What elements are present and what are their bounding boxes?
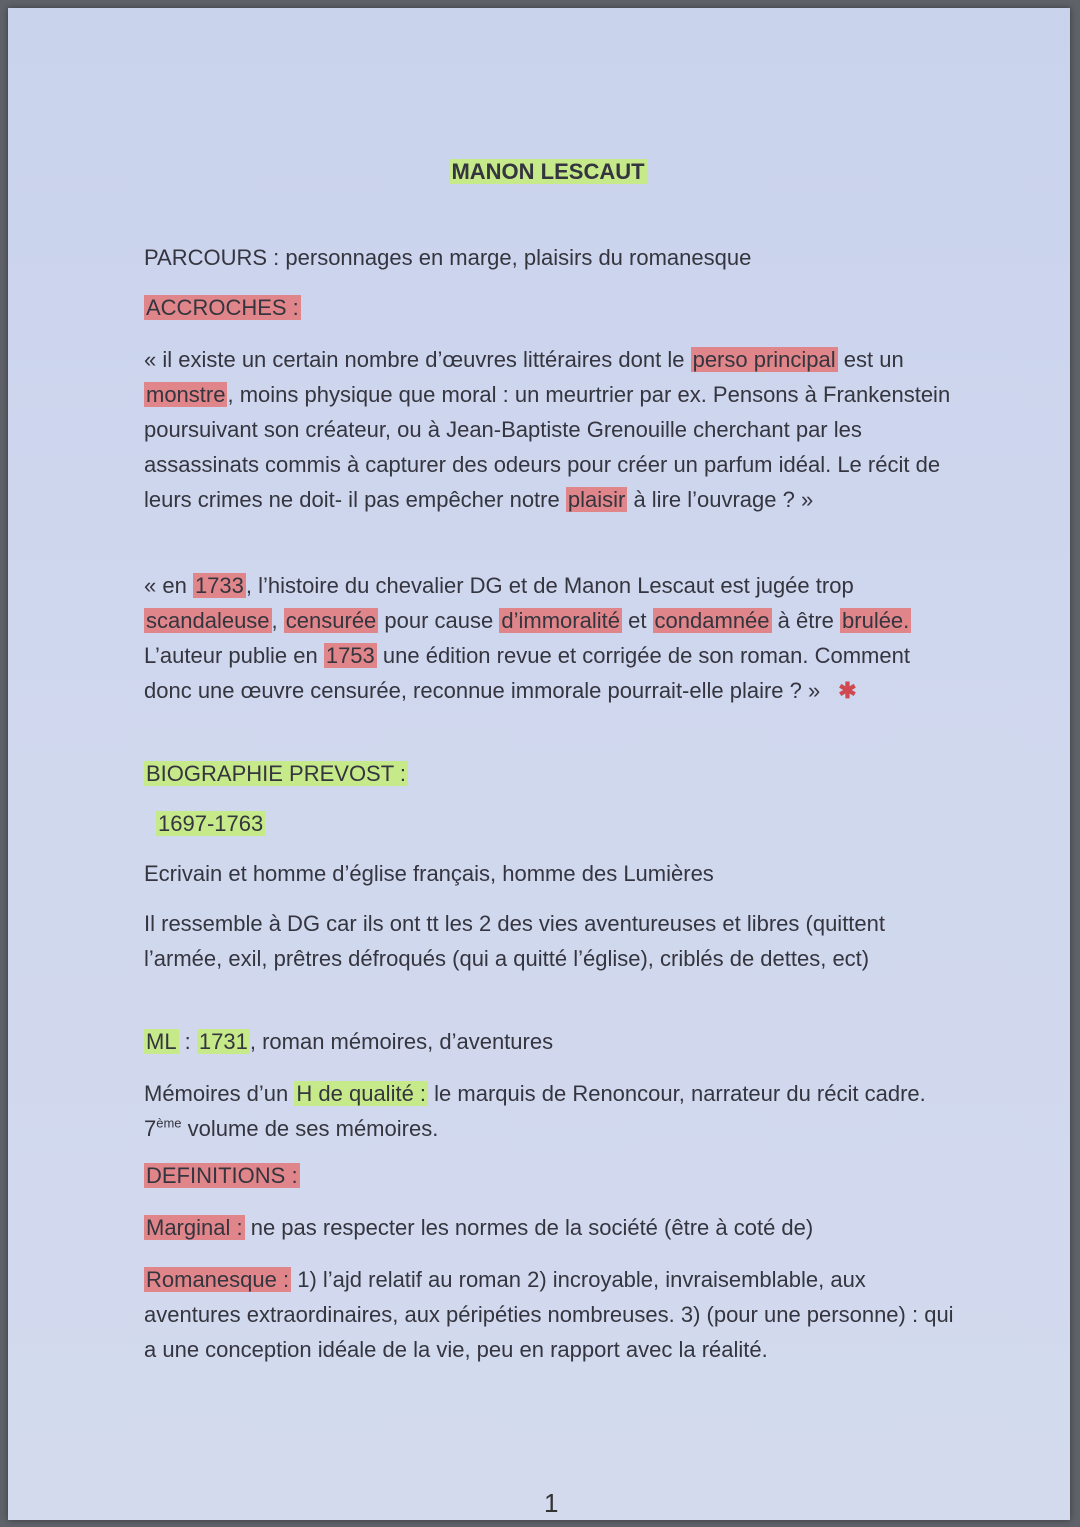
quote2-part4: pour cause	[378, 608, 500, 633]
page-number: 1	[544, 1488, 559, 1518]
marginal-term: Marginal :	[146, 1215, 243, 1240]
quote1-highlight-plaisir: plaisir	[567, 487, 626, 512]
quote1-part3: , moins physique que moral : un meurtrier par ex. Pensons à Frankenstein poursuivant son créateur, ou à Jean-Baptiste Grenouille cherchant par les assassinats commis à capturer des odeurs pour créer un parfum idéal. Le récit de leurs crimes ne doit- il pas empêcher notre	[144, 382, 951, 512]
quote2-highlight-condamnee: condamnée	[654, 608, 770, 633]
memoires-part3: volume de ses mémoires.	[181, 1116, 439, 1141]
accroche-quote-1	[144, 342, 954, 517]
ml-line	[144, 1024, 954, 1059]
accroches-heading	[144, 290, 954, 325]
page-title	[144, 154, 952, 189]
parcours-line	[144, 240, 954, 275]
biographie-line-2: Il ressemble à DG car ils ont tt les 2 des vies aventureuses et libres (quittent l’armée, exil, prêtres défroqués (qui a quitté l’église), criblés de dettes, ect)	[144, 911, 885, 971]
quote1-part2: est un	[837, 347, 904, 372]
biographie-line-1: Ecrivain et homme d’église français, homme des Lumières	[144, 861, 714, 886]
ml-year: 1731	[198, 1029, 248, 1054]
quote2-highlight-1733: 1733	[194, 573, 244, 598]
ml-label: ML	[146, 1029, 177, 1054]
romanesque-term: Romanesque :	[146, 1267, 290, 1292]
document-page	[8, 8, 1070, 1520]
quote2-highlight-immoralite: d’immoralité	[501, 608, 620, 633]
quote1-part1: « il existe un certain nombre d’œuvres littéraires dont le	[144, 347, 691, 372]
memoires-part1: Mémoires d’un	[144, 1081, 295, 1106]
accroches-heading-text: ACCROCHES :	[146, 295, 299, 320]
biographie-heading	[144, 756, 954, 791]
memoires-highlight: H de qualité :	[296, 1081, 427, 1106]
definitions-heading-text: DEFINITIONS :	[146, 1163, 298, 1188]
quote2-part2: , l’histoire du chevalier DG et de Manon Lescaut est jugée trop	[245, 573, 854, 598]
quote2-part5: et	[621, 608, 653, 633]
biographie-heading-text: BIOGRAPHIE PREVOST :	[146, 761, 406, 786]
quote2-part7: L’auteur publie en	[144, 643, 324, 668]
ml-text: , roman mémoires, d’aventures	[249, 1029, 554, 1054]
quote1-part4: à lire l’ouvrage ? »	[627, 487, 814, 512]
quote2-part6: à être	[771, 608, 841, 633]
definition-romanesque	[144, 1262, 954, 1367]
parcours-label: PARCOURS :	[144, 245, 286, 270]
quote2-highlight-brulee: brulée.	[842, 608, 910, 633]
definitions-heading	[144, 1158, 954, 1193]
quote2-highlight-scandaleuse: scandaleuse	[146, 608, 270, 633]
ml-separator: :	[178, 1029, 197, 1054]
quote2-part1: « en	[144, 573, 193, 598]
memoires-line	[144, 1076, 954, 1146]
quote2-part3: ,	[271, 608, 284, 633]
definition-marginal	[144, 1210, 954, 1245]
quote2-highlight-censuree: censurée	[285, 608, 377, 633]
biographie-dates-text: 1697-1763	[158, 811, 264, 836]
accroche-quote-2	[144, 568, 954, 708]
memoires-part2: le marquis de Renoncour, narrateur du récit cadre. 7	[144, 1081, 926, 1141]
biographie-dates	[156, 806, 966, 841]
quote1-highlight-monstre: monstre	[146, 382, 226, 407]
quote2-part8: une édition revue et corrigée de son roman. Comment donc une œuvre censurée, reconnue immorale pourrait-elle plaire ? »	[144, 643, 910, 703]
parcours-text: personnages en marge, plaisirs du romanesque	[285, 245, 752, 270]
memoires-superscript: ème	[156, 1115, 182, 1131]
quote1-highlight-perso: perso principal	[692, 347, 836, 372]
title-text: MANON LESCAUT	[451, 159, 645, 184]
romanesque-text: 1) l’ajd relatif au roman 2) incroyable, invraisemblable, aux aventures extraordinaires, aux péripéties nombreuses. 3) (pour une personne) : qui a une conception idéale de la vie, peu en rapport avec la réalité.	[144, 1267, 954, 1362]
quote2-highlight-1753: 1753	[325, 643, 375, 668]
marginal-text: ne pas respecter les normes de la société (être à coté de)	[244, 1215, 814, 1240]
asterisk-icon: ✱	[838, 678, 857, 703]
